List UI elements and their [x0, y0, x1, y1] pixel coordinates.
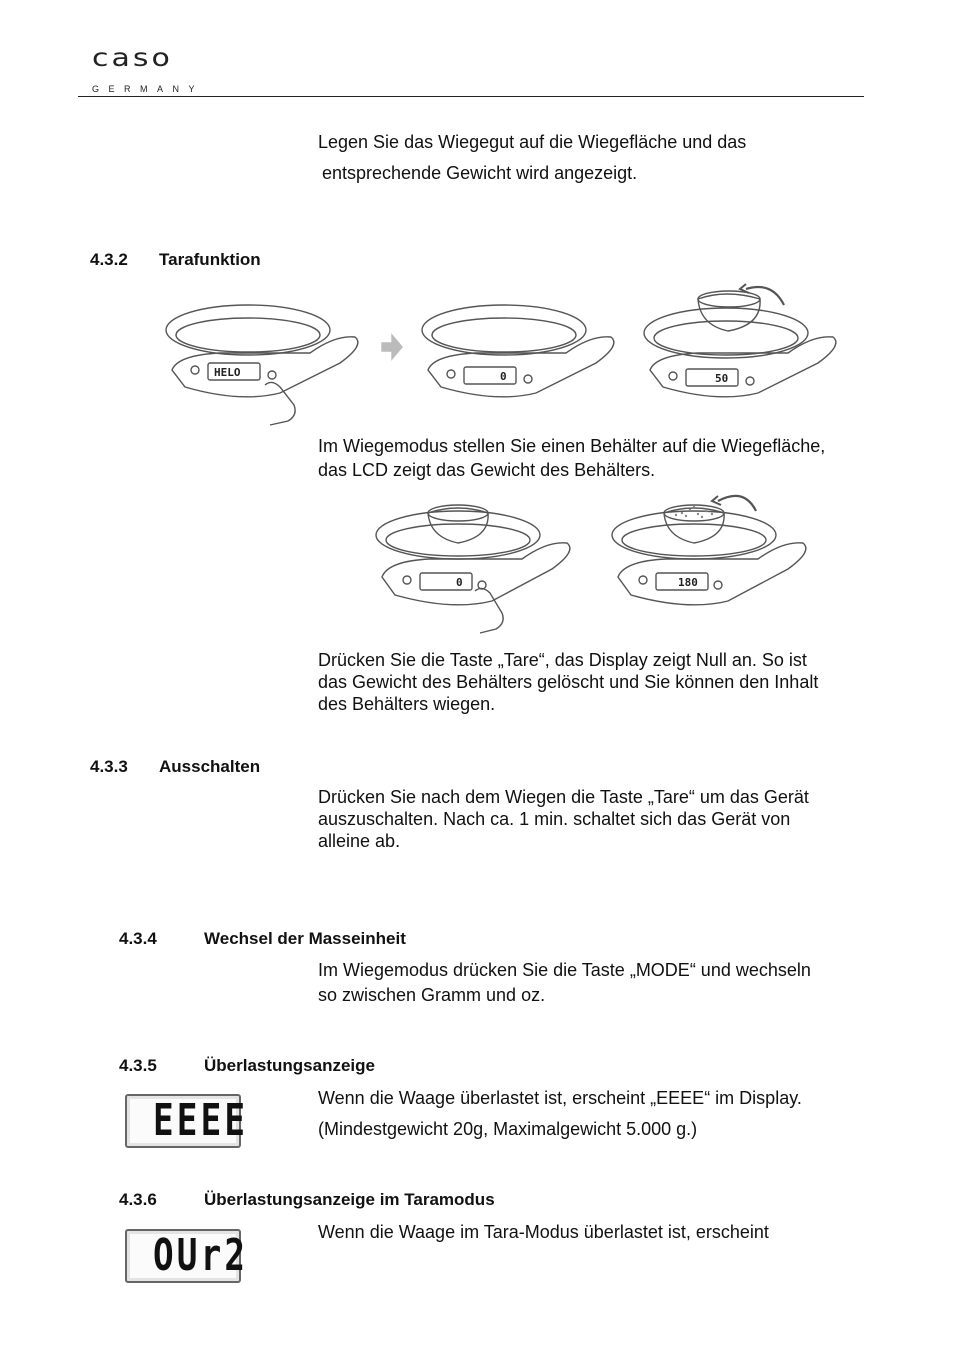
overload-text-line-1: Wenn die Waage überlastet ist, erscheint „EEEE“ im Display.: [318, 1088, 802, 1108]
section-heading-4-3-2: [90, 250, 490, 272]
tare-text-2-line-2: das Gewicht des Behälters gelöscht und Sie können den Inhalt: [318, 672, 819, 692]
intro-line-1: Legen Sie das Wiegegut auf die Wiegefläche und das: [318, 132, 747, 152]
lcd-reading-1: HELO: [214, 366, 241, 379]
lcd-overload-display: [125, 1094, 249, 1148]
section-heading-4-3-5: [119, 1056, 619, 1078]
logo-wordmark: caso: [92, 44, 173, 73]
section-number: 4.3.2: [90, 250, 128, 269]
intro-line-2: entsprechende Gewicht wird angezeigt.: [322, 163, 638, 183]
off-text-line-1: Drücken Sie nach dem Wiegen die Taste „Tare“ um das Gerät: [318, 787, 809, 807]
caso-logo: [78, 40, 208, 102]
tare-text-1-line-1: Im Wiegemodus stellen Sie einen Behälter auf die Wiegefläche,: [318, 436, 826, 456]
section-title: Überlastungsanzeige im Taramodus: [204, 1190, 495, 1209]
lcd-reading-5: 180: [678, 576, 698, 589]
overload-text-line-2: (Mindestgewicht 20g, Maximalgewicht 5.000 g.): [318, 1119, 698, 1139]
lcd-tare-overload-display: [125, 1229, 249, 1283]
unit-text-line-2: so zwischen Gramm und oz.: [318, 985, 546, 1005]
section-heading-4-3-4: [119, 929, 619, 951]
off-text-line-2: auszuschalten. Nach ca. 1 min. schaltet sich das Gerät von: [318, 809, 791, 829]
lcd-reading-4: 0: [456, 576, 463, 589]
section-number: 4.3.4: [119, 929, 157, 948]
section-title: Überlastungsanzeige: [204, 1056, 375, 1075]
lcd-reading-2: 0: [500, 370, 507, 383]
tare-text-2-line-3: des Behälters wiegen.: [318, 694, 496, 714]
lcd-tare-overload-text: OUr2: [153, 1230, 249, 1281]
lcd-reading-3: 50: [715, 372, 729, 385]
tare-text-1-line-2: das LCD zeigt das Gewicht des Behälters.: [318, 460, 656, 480]
section-number: 4.3.5: [119, 1056, 157, 1075]
section-number: 4.3.6: [119, 1190, 157, 1209]
tare-overload-text-line-1: Wenn die Waage im Tara-Modus überlastet ist, erscheint: [318, 1222, 769, 1242]
tare-illustration-2: [372, 485, 822, 635]
section-heading-4-3-6: [119, 1190, 719, 1212]
section-number: 4.3.3: [90, 757, 128, 776]
off-text-line-3: alleine ab.: [318, 831, 401, 851]
section-heading-4-3-3: [90, 757, 490, 779]
section-title: Ausschalten: [159, 757, 261, 776]
tare-illustration-1: [160, 275, 850, 435]
header-rule: [78, 96, 864, 97]
section-title: Wechsel der Masseinheit: [204, 929, 406, 948]
logo-subline: GERMANY: [92, 84, 205, 94]
unit-text-line-1: Im Wiegemodus drücken Sie die Taste „MODE“ und wechseln: [318, 960, 811, 980]
lcd-overload-text: EEEE: [153, 1095, 249, 1146]
section-title: Tarafunktion: [159, 250, 261, 269]
tare-text-2-line-1: Drücken Sie die Taste „Tare“, das Display zeigt Null an. So ist: [318, 650, 807, 670]
